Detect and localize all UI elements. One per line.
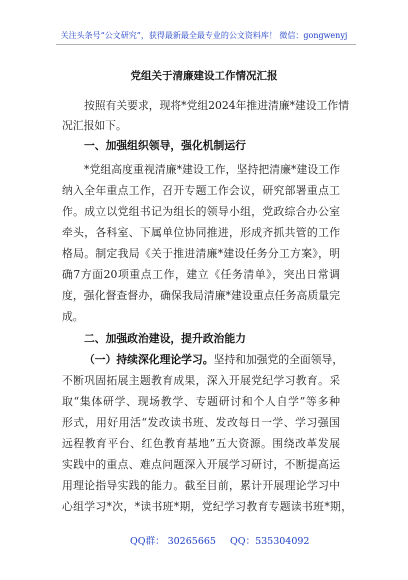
section-1-line-2: 纳入全年重点工作，召开专题工作会议，研究部署重点工	[62, 184, 340, 197]
intro-line-1: 按照有关要求，现将*党组2024年推进清廉*建设工作情	[84, 99, 350, 112]
subsection-1-line-2: 不断巩固拓展主题教育成果，深入开展党纪学习教育。采	[62, 374, 340, 387]
header-promo-note: 关注头条号“公文研究”，获得最新最全最专业的公文资料库！ 微信：gongwenyj	[60, 31, 348, 40]
subsection-1-first-line	[84, 352, 344, 368]
subsection-1-line-4: 形式，用好用活“发改读书班、发改每日一学、学习强国	[62, 416, 340, 429]
subsection-1-line-5: 远程教育平台、红色教育基地”五大资源。围绕改革发展	[62, 437, 340, 450]
subsection-1-line-7: 用理论指导实践的能力。截至目前，累计开展理论学习中	[62, 479, 340, 492]
subsection-1-heading: （一）持续深化理论学习。	[84, 353, 214, 366]
section-1-line-6: 确7方面20项重点工作，建立《任务清单》，突出日常调	[62, 268, 340, 281]
section-1-line-4: 牵头，各科室、下属单位协同推进，形成齐抓共管的工作	[62, 226, 340, 239]
section-1-line-3: 作。成立以党组书记为组长的领导小组，党政综合办公室	[62, 205, 340, 218]
section-2-heading: 二、加强政治建设，提升政治能力	[84, 332, 246, 345]
header-divider	[56, 44, 356, 45]
section-1-heading: 一、加强组织领导，强化机制运行	[84, 139, 246, 152]
subsection-1-line-3: 取“集体研学、现场教学、专题研讨和个人自学”等多种	[62, 395, 340, 408]
document-title: 党组关于清廉建设工作情况汇报	[130, 70, 278, 82]
footer-qq-number: QQ：535304092	[230, 536, 310, 547]
section-1-line-5: 格局。制定我局《关于推进清廉*建设任务分工方案》，明	[62, 247, 340, 260]
intro-line-2: 况汇报如下。	[62, 119, 127, 132]
section-1-line-7: 度，强化督查督办，确保我局清廉*建设重点任务高质量完	[62, 289, 340, 302]
subsection-1-line-6: 实践中的重点、难点问题深入开展学习研讨，不断提高运	[62, 458, 340, 471]
footer-qq-group: QQ群： 30265665	[130, 536, 216, 547]
subsection-1-first-line-rest: 坚持和加强党的全面领导，	[213, 353, 344, 366]
section-1-line-8: 成。	[62, 310, 84, 323]
section-1-line-1: *党组高度重视清廉*建设工作，坚持把清廉*建设工作	[84, 163, 340, 176]
subsection-1-line-8: 心组学习*次，*读书班*期，党纪学习教育专题读书班*期，	[62, 500, 352, 513]
